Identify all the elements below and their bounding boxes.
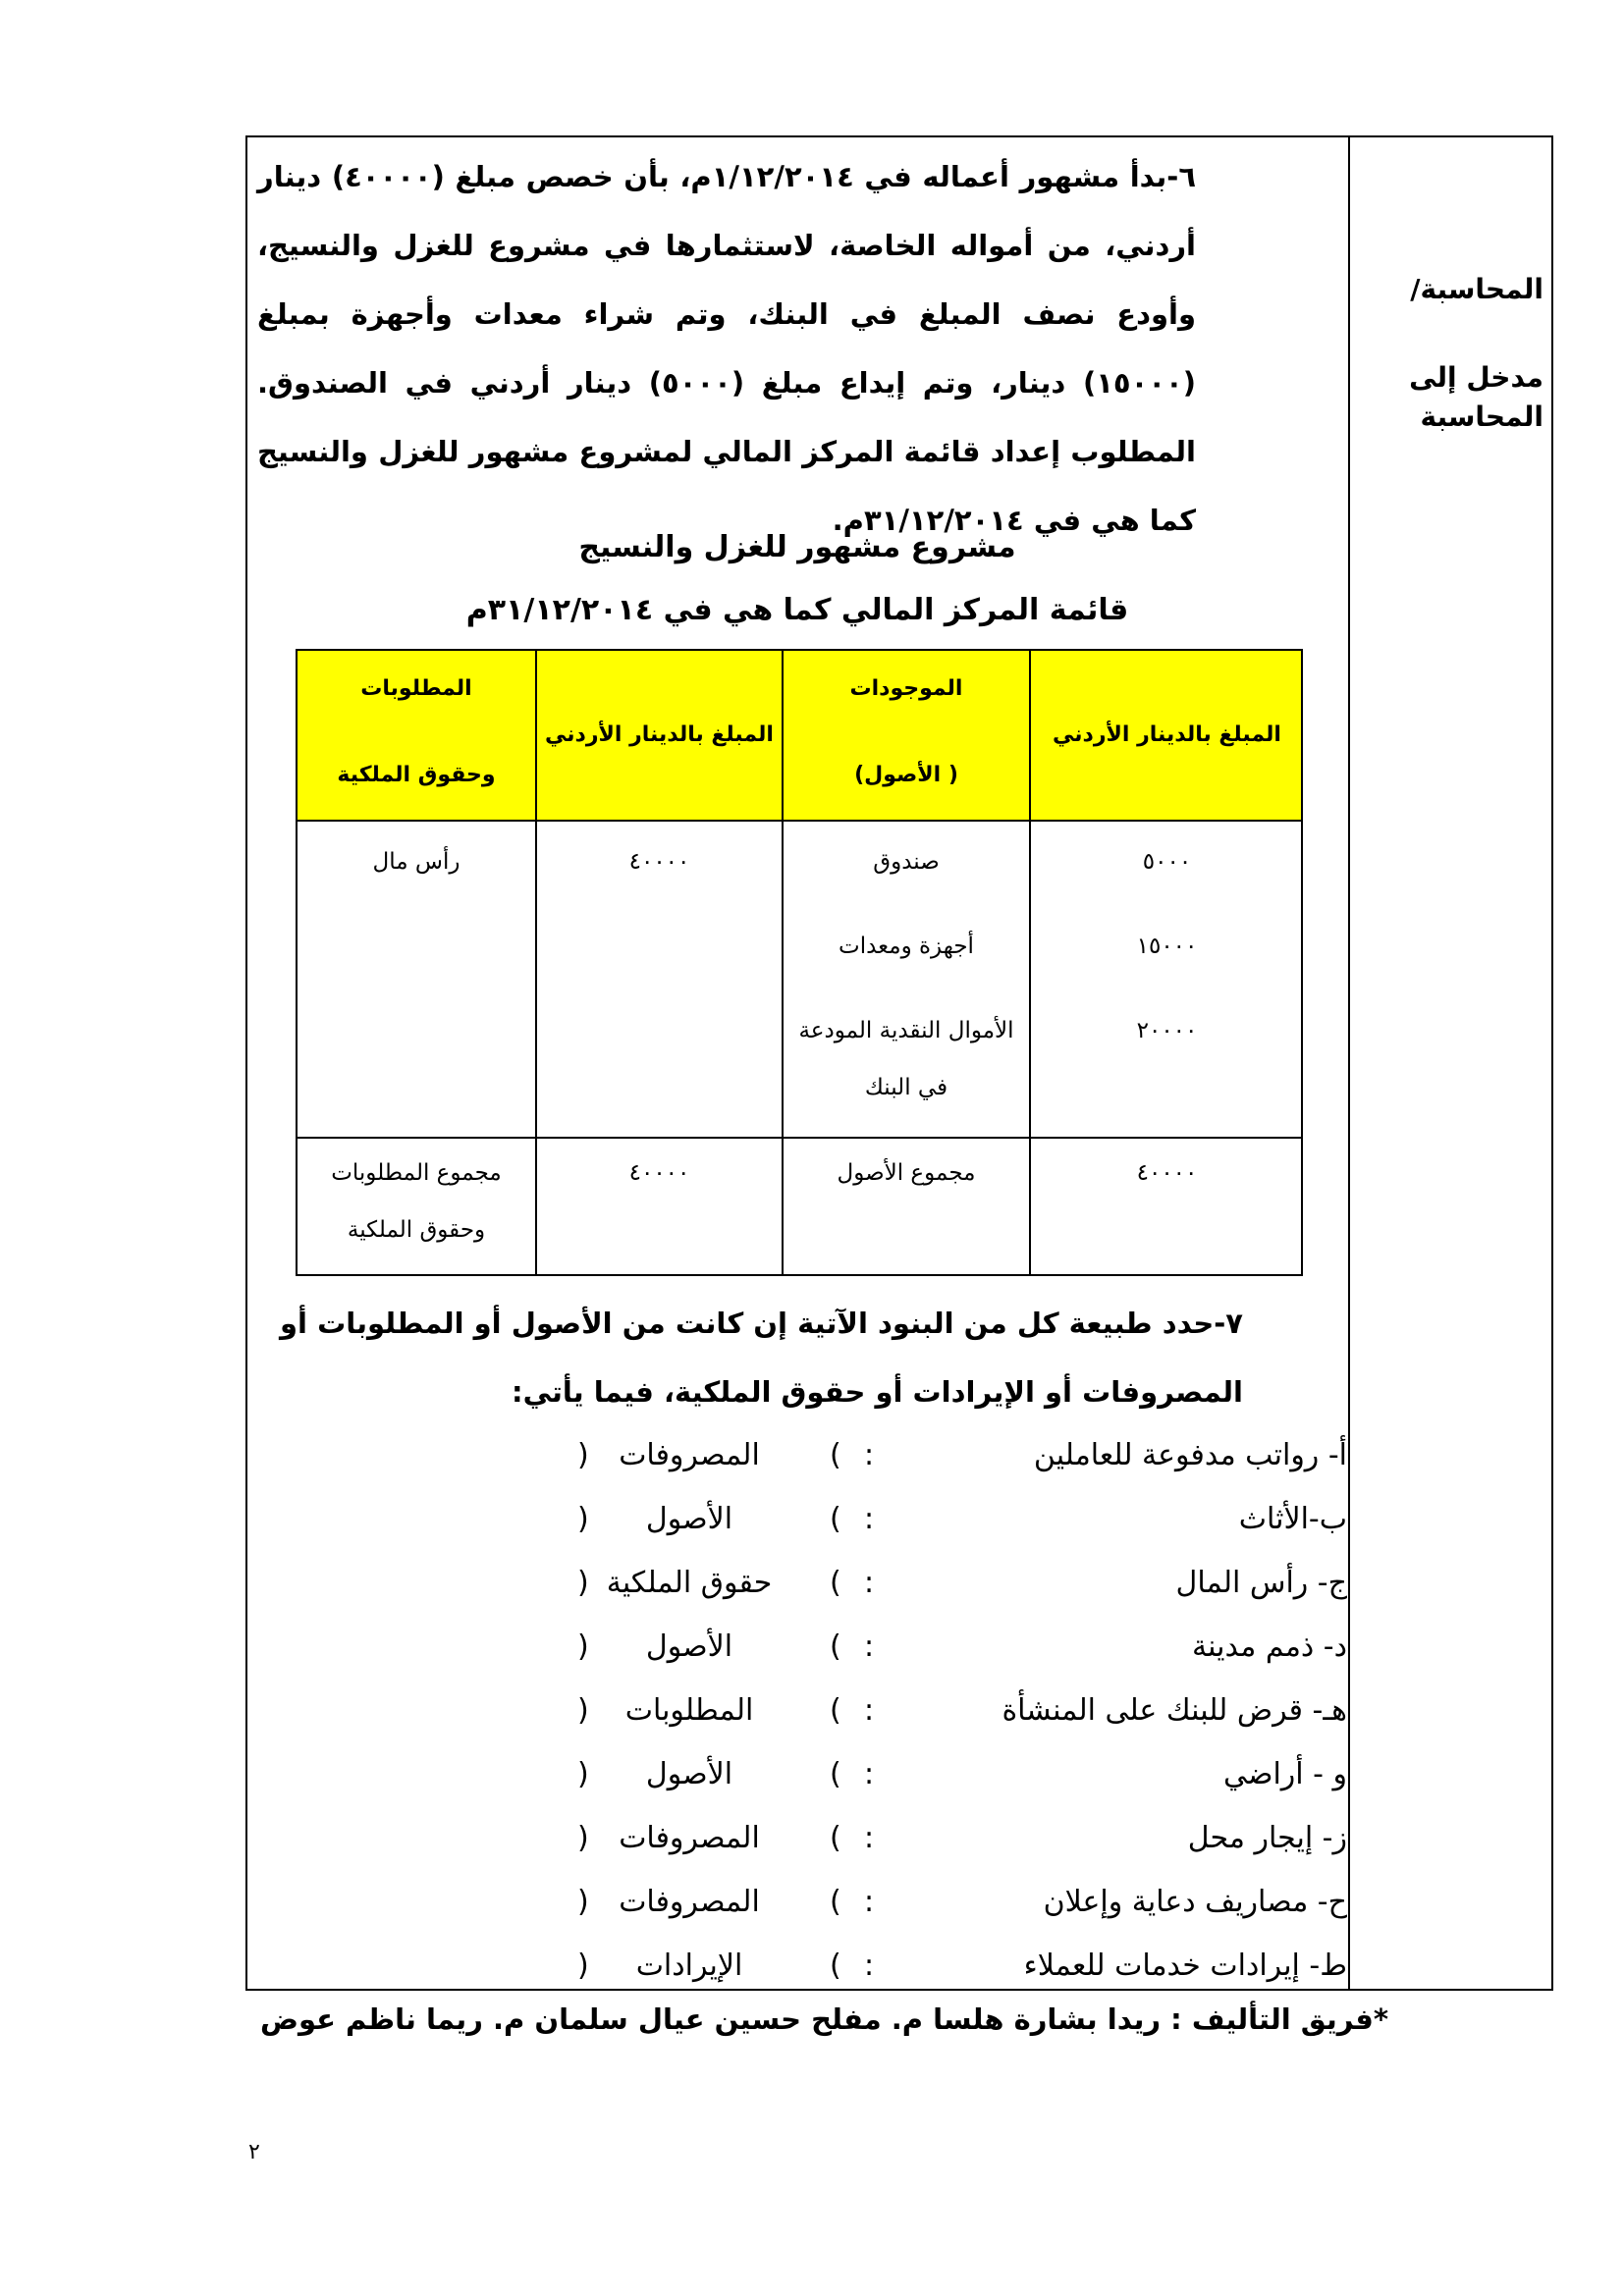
item-colon: :: [864, 1885, 875, 1919]
item-answer: الأصول: [645, 1629, 733, 1664]
cell-bank-deposit: الأموال النقدية المودعة: [798, 1018, 1014, 1043]
item-close-paren: ): [577, 1629, 589, 1664]
item-open-paren: (: [830, 1629, 841, 1664]
item-answer: المصروفات: [619, 1885, 760, 1919]
item-open-paren: (: [830, 1821, 841, 1855]
statement-company-title: مشروع مشهور للغزل والنسيج: [578, 530, 1016, 564]
item-close-paren: ): [577, 1438, 589, 1472]
header-liabilities: المطلوبات: [360, 676, 472, 701]
item-answer: حقوق الملكية: [606, 1566, 773, 1600]
item-label: هـ- قرض للبنك على المنشأة: [1001, 1693, 1347, 1728]
table-row-line: [298, 1137, 1301, 1139]
item-open-paren: (: [830, 1757, 841, 1791]
item-label: د- ذمم مدينة: [1192, 1629, 1347, 1664]
item-label: ج- رأس المال: [1175, 1566, 1347, 1600]
cell-bank-deposit-sub: في البنك: [864, 1075, 948, 1100]
header-assets: الموجودات: [849, 676, 963, 701]
item-colon: :: [864, 1502, 875, 1536]
item-colon: :: [864, 1693, 875, 1728]
header-assets-sub: ( الأصول): [854, 763, 958, 787]
cell-total-liabilities: مجموع المطلوبات: [331, 1160, 502, 1186]
question-7-text: ٧-حدد طبيعة كل من البنود الآتية إن كانت من الأصول أو المطلوبات أو المصروفات أو الإيرادات أو حقوق الملكية، فيما يأتي:: [280, 1307, 1243, 1409]
cell-total-assets: مجموع الأصول: [837, 1160, 976, 1186]
item-label: ط- إيرادات خدمات للعملاء: [1023, 1949, 1347, 1983]
item-close-paren: ): [577, 1949, 589, 1983]
item-open-paren: (: [830, 1885, 841, 1919]
cell-equipment: أجهزة ومعدات: [839, 934, 974, 959]
header-amount-assets: المبلغ بالدينار الأردني: [1053, 722, 1281, 747]
cell-total-liabilities-amount: ٤٠٠٠٠: [628, 1160, 690, 1186]
item-close-paren: ): [577, 1566, 589, 1600]
item-colon: :: [864, 1757, 875, 1791]
column-divider: [1348, 135, 1350, 1991]
authors-credit: *فريق التأليف : ريدا بشارة هلسا م. مفلح حسين عيال سلمان م. ريما ناظم عوض: [259, 2002, 1388, 2036]
cell-amount-cash: ٥٠٠٠: [1142, 849, 1192, 875]
header-amount-liabilities: المبلغ بالدينار الأردني: [545, 722, 774, 747]
item-label: أ- رواتب مدفوعة للعاملين: [1033, 1438, 1347, 1472]
cell-total-assets-amount: ٤٠٠٠٠: [1136, 1160, 1198, 1186]
item-close-paren: ): [577, 1821, 589, 1855]
item-colon: :: [864, 1949, 875, 1983]
cell-total-equity: وحقوق الملكية: [347, 1217, 486, 1243]
item-answer: الأصول: [645, 1502, 733, 1536]
cell-amount-bank: ٢٠٠٠٠: [1136, 1018, 1198, 1043]
question-6-text: ٦-بدأ مشهور أعماله في ١/١٢/٢٠١٤م، بأن خصص مبلغ (٤٠٠٠٠) دينار أردني، من أمواله الخاصة، لاستثمارها في مشروع للغزل والنسيج، وأودع نصف المبلغ في البنك، وتم شراء معدات وأجهزة بمبلغ (١٥٠٠٠) دينار، وتم إيداع مبلغ (٥٠٠٠) دينار أردني في الصندوق. المطلوب إعداد قائمة المركز المالي لمشروع مشهور للغزل والنسيج كما هي في ٣١/١٢/٢٠١٤م.: [257, 160, 1197, 537]
item-open-paren: (: [830, 1693, 841, 1728]
item-colon: :: [864, 1629, 875, 1664]
item-label: و - أراضي: [1222, 1757, 1347, 1791]
course-label: مدخل إلى المحاسبة: [1409, 361, 1543, 433]
subject-label: المحاسبة/: [1410, 273, 1543, 305]
statement-title: قائمة المركز المالي كما هي في ٣١/١٢/٢٠١٤م: [465, 593, 1129, 627]
financial-position-table: [296, 649, 1303, 1276]
item-close-paren: ): [577, 1885, 589, 1919]
cell-amount-capital: ٤٠٠٠٠: [628, 849, 690, 875]
item-colon: :: [864, 1821, 875, 1855]
item-open-paren: (: [830, 1566, 841, 1600]
item-answer: الإيرادات: [635, 1949, 743, 1983]
item-label: ح- مصاريف دعاية وإعلان: [1043, 1885, 1347, 1919]
item-answer: المصروفات: [619, 1821, 760, 1855]
item-close-paren: ): [577, 1757, 589, 1791]
item-close-paren: ): [577, 1502, 589, 1536]
cell-cash: صندوق: [873, 849, 940, 875]
item-open-paren: (: [830, 1438, 841, 1472]
header-equity: وحقوق الملكية: [337, 763, 496, 787]
page-number: ٢: [248, 2140, 260, 2164]
item-label: ب-الأثاث: [1238, 1502, 1347, 1536]
cell-amount-equipment: ١٥٠٠٠: [1136, 934, 1198, 959]
item-answer: المطلوبات: [624, 1693, 754, 1728]
item-answer: المصروفات: [619, 1438, 760, 1472]
item-answer: الأصول: [645, 1757, 733, 1791]
item-colon: :: [864, 1566, 875, 1600]
item-colon: :: [864, 1438, 875, 1472]
item-open-paren: (: [830, 1502, 841, 1536]
item-open-paren: (: [830, 1949, 841, 1983]
item-close-paren: ): [577, 1693, 589, 1728]
item-label: ز- إيجار محل: [1187, 1821, 1347, 1855]
cell-capital: رأس مال: [372, 849, 460, 875]
